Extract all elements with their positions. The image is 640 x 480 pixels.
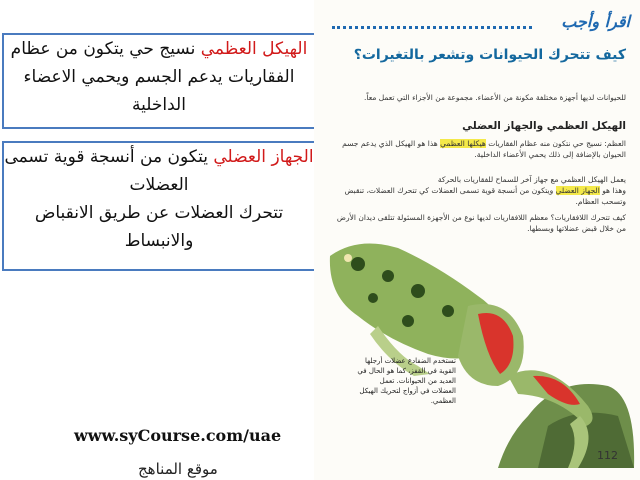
subheading-skeleton-muscles: الهيكل العظمي والجهاز العضلي [462, 120, 626, 132]
site-url[interactable]: www.syCourse.com/uae [74, 426, 282, 445]
header-dotted-rule [332, 26, 532, 29]
section-question: كيف تتحرك الحيوانات وتشعر بالتغيرات؟ [353, 47, 626, 63]
paragraph-muscular: وهذا هو الجهاز العضلي ويتكون من أنسجة قوية تسمى العضلات كي تتحرك العضلات، تنقبض وتسحب العظام. [344, 186, 626, 206]
site-name-arabic: موقع المناهج [138, 460, 218, 478]
frog-illustration [318, 236, 636, 468]
term-skeleton: الهيكل العظمي [200, 39, 308, 59]
paragraph-movement: يعمل الهيكل العظمي مع جهاز آخر للسماح للفقاريات بالحركة [437, 175, 626, 184]
definition-box-muscles [2, 141, 316, 271]
figure-caption: تستخدم الضفادع عضلات أرجلها القوية في القفز، كما هو الحال في العديد من الحيوانات. تعمل العضلات في أزواج لتحريك الهيكل العظمي. [357, 357, 456, 405]
intro-text: للحيوانات لديها أجهزة مختلفة مكونة من الأعضاء. مجموعة من الأجزاء التي تعمل معاً. [364, 93, 626, 102]
highlight-muscular: الجهاز العضلي [555, 186, 600, 195]
paragraph-invertebrates: كيف تتحرك اللافقاريات؟ معظم اللافقاريات لديها نوع من الأجهزة المسئولة تتلقى ديدان الأرض من خلال قبض عضلاتها وبسطها. [336, 213, 626, 233]
page-header: اقرأ وأجب [561, 12, 630, 31]
paragraph-skeleton: العظم: نسيج حي نتكون منه عظام الفقاريات هيكلها العظمي هذا هو الهيكل الذي يدعم جسم الحيوان بالإضافة إلى ذلك يحمي الأعضاء الداخلية. [342, 139, 626, 159]
definition-skeleton: نسيج حي يتكون من عظام الفقاريات يدعم الجسم ويحمي الاعضاء الداخلية [10, 39, 295, 115]
definition-muscular: يتكون من أنسجة قوية تسمى العضلات [4, 147, 214, 195]
highlight-skeleton: هيكلها العظمي [440, 139, 486, 148]
page-number: 112 [597, 449, 618, 462]
term-muscular-system: الجهاز العضلي [213, 147, 314, 167]
definition-box-skeleton [2, 33, 316, 129]
definition-muscular-line2: تتحرك العضلات عن طريق الانقباض والانبساط [34, 203, 284, 251]
